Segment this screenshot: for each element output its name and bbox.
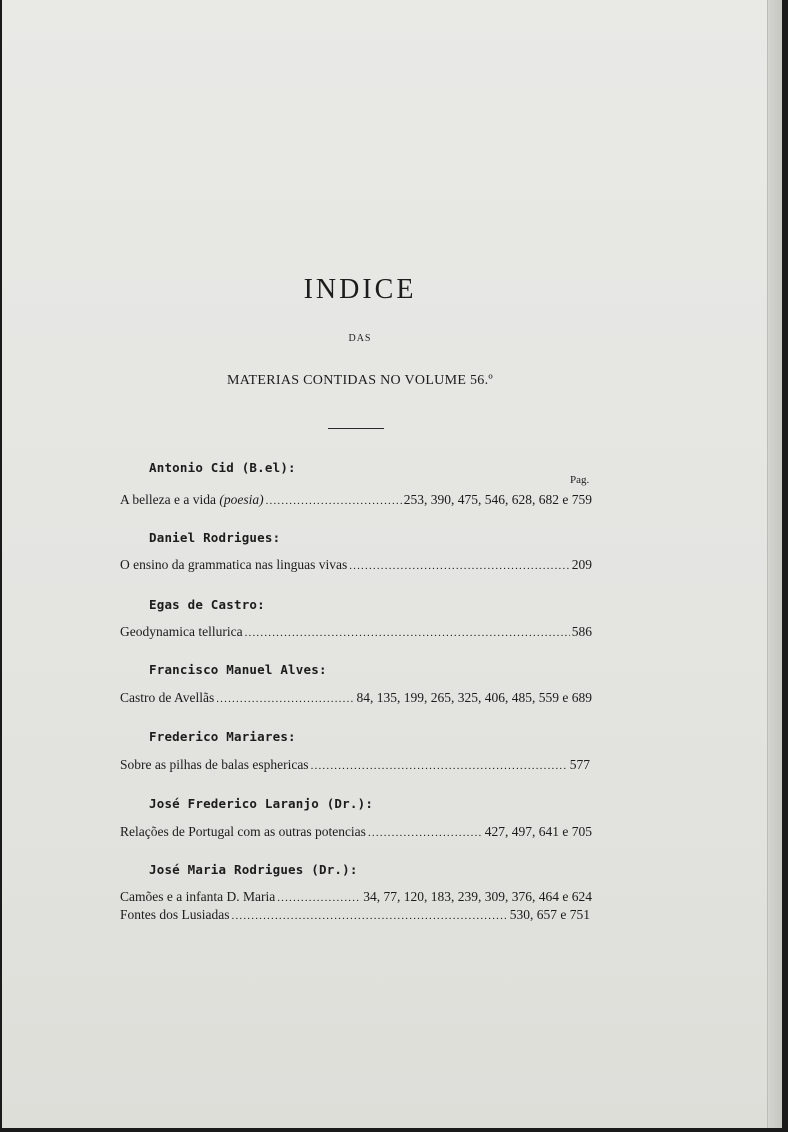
index-entry — [120, 492, 592, 508]
entry-title: Relações de Portugal com as outras potencias — [120, 824, 366, 839]
leader-dots — [245, 627, 570, 639]
leader-dots — [232, 910, 508, 922]
index-entry — [120, 907, 590, 923]
entry-pages: 253, 390, 475, 546, 628, 682 e 759 — [403, 492, 592, 507]
leader-dots — [216, 693, 354, 705]
author-heading: Daniel Rodrigues: — [149, 530, 281, 545]
index-entry — [120, 889, 592, 905]
page-edge — [767, 0, 782, 1128]
entry-pages: 577 — [569, 757, 590, 772]
index-entry — [120, 624, 592, 640]
author-heading: Egas de Castro: — [149, 597, 265, 612]
leader-dots — [368, 827, 483, 839]
author-heading: Frederico Mariares: — [149, 729, 296, 744]
entry-pages: 530, 657 e 751 — [509, 907, 590, 922]
author-heading: Antonio Cid (B.el): — [149, 460, 296, 475]
index-entry — [120, 757, 590, 773]
book-page — [2, 0, 782, 1128]
entry-title: A belleza e a vida (poesia) — [120, 492, 264, 507]
entry-title: Camões e a infanta D. Maria — [120, 889, 276, 904]
author-heading: José Frederico Laranjo (Dr.): — [149, 796, 374, 811]
index-entry — [120, 690, 592, 706]
entry-title: Fontes dos Lusiadas — [120, 907, 230, 922]
page-subtitle: MATERIAS CONTIDAS NO VOLUME 56.º — [226, 373, 494, 388]
leader-dots — [277, 892, 361, 904]
author-heading: José Maria Rodrigues (Dr.): — [149, 862, 358, 877]
entry-pages: 209 — [571, 557, 592, 572]
entry-title: Castro de Avellãs — [120, 690, 215, 705]
index-entry — [120, 824, 592, 840]
leader-dots — [311, 760, 568, 772]
divider-rule — [328, 428, 384, 429]
entry-title: Geodynamica tellurica — [120, 624, 243, 639]
entry-title: Sobre as pilhas de balas esphericas — [120, 757, 309, 772]
das-label: DAS — [348, 333, 372, 344]
leader-dots — [349, 560, 570, 572]
page-title: INDICE — [303, 274, 417, 305]
index-entry — [120, 557, 592, 573]
entry-title: O ensino da grammatica nas linguas vivas — [120, 557, 348, 572]
entry-pages: 34, 77, 120, 183, 239, 309, 376, 464 e 624 — [363, 889, 592, 904]
entry-pages: 586 — [571, 624, 592, 639]
leader-dots — [266, 495, 402, 507]
entry-pages: 84, 135, 199, 265, 325, 406, 485, 559 e 689 — [356, 690, 592, 705]
author-heading: Francisco Manuel Alves: — [149, 662, 327, 677]
pag-label: Pag. — [570, 474, 590, 486]
entry-pages: 427, 497, 641 e 705 — [484, 824, 592, 839]
